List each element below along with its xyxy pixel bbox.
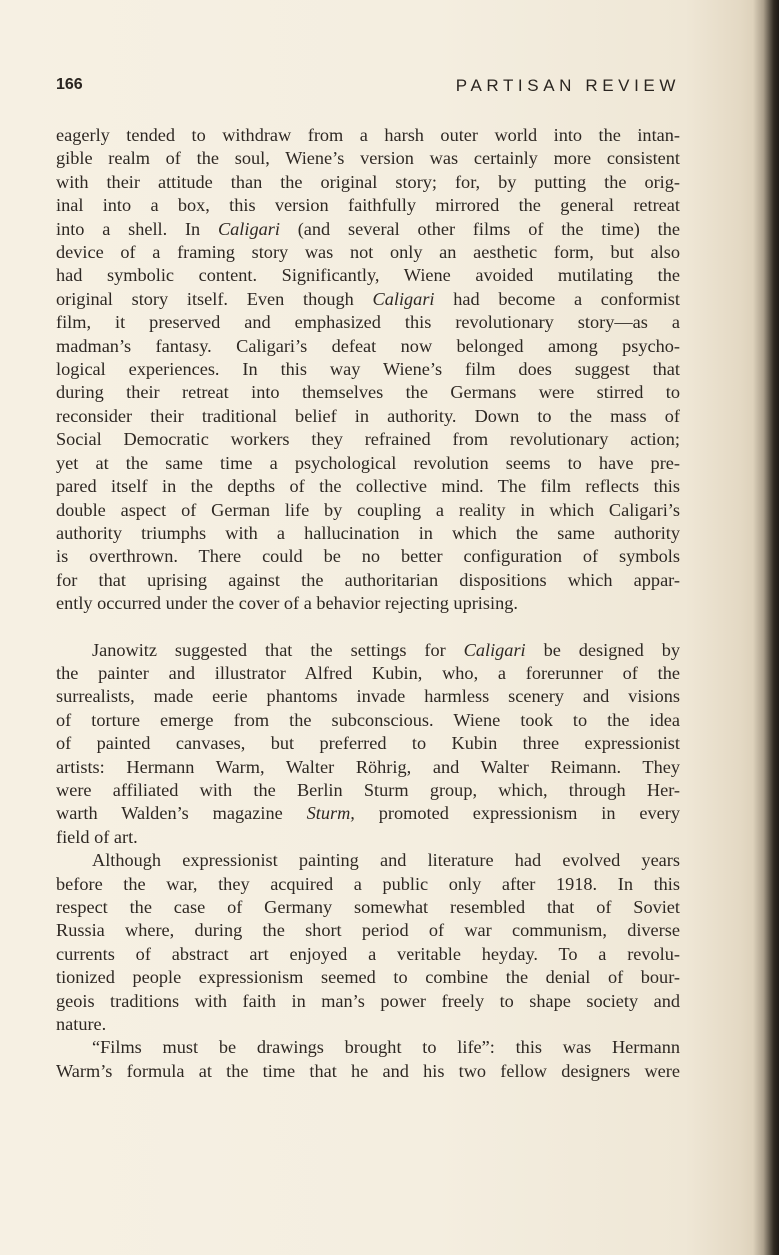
paragraph <box>56 849 680 1036</box>
text-line: ently occurred under the cover of a behavior rejecting uprising. <box>56 593 518 614</box>
text-line: before the war, they acquired a public only after 1918. In this <box>56 873 680 894</box>
text-line: double aspect of German life by coupling a reality in which Caligari’s <box>56 499 680 520</box>
page-number: 166 <box>56 76 83 93</box>
text-line: had symbolic content. Significantly, Wiene avoided mutilating the <box>56 265 680 286</box>
text-line: original story itself. Even though Caligari had become a conformist <box>56 288 680 309</box>
text-line: Russia where, during the short period of war communism, diverse <box>56 920 680 941</box>
text-line: were affiliated with the Berlin Sturm group, which, through Her- <box>56 779 680 800</box>
text-line: inal into a box, this version faithfully mirrored the general retreat <box>56 195 680 216</box>
text-line: into a shell. In Caligari (and several other films of the time) the <box>56 218 680 239</box>
text-line: is overthrown. There could be no better configuration of symbols <box>56 546 680 567</box>
text-line: logical experiences. In this way Wiene’s film does suggest that <box>56 359 680 380</box>
journal-title: PARTISAN REVIEW <box>455 76 680 95</box>
text-line: gible realm of the soul, Wiene’s version was certainly more consistent <box>56 148 680 169</box>
text-line: Although expressionist painting and literature had evolved years <box>92 850 680 871</box>
running-head <box>56 76 680 100</box>
text-line: the painter and illustrator Alfred Kubin, who, a forerunner of the <box>56 662 680 683</box>
text-line: artists: Hermann Warm, Walter Röhrig, and Walter Reimann. They <box>56 756 680 777</box>
text-line: of torture emerge from the subconscious. Wiene took to the idea <box>56 709 680 730</box>
text-line: of painted canvases, but preferred to Kubin three expressionist <box>56 733 680 754</box>
text-line: madman’s fantasy. Caligari’s defeat now belonged among psycho- <box>56 335 680 356</box>
text-line: reconsider their traditional belief in authority. Down to the mass of <box>56 405 680 426</box>
text-line: authority triumphs with a hallucination in which the same authority <box>56 522 680 543</box>
text-line: yet at the same time a psychological revolution seems to have pre- <box>56 452 680 473</box>
text-line: during their retreat into themselves the Germans were stirred to <box>56 382 680 403</box>
text-line: eagerly tended to withdraw from a harsh outer world into the intan- <box>56 125 680 145</box>
text-line: Warm’s formula at the time that he and his two fellow designers were <box>56 1060 680 1081</box>
text-line: field of art. <box>56 826 138 847</box>
text-line: with their attitude than the original story; for, by putting the orig- <box>56 171 680 192</box>
text-line: nature. <box>56 1014 107 1035</box>
text-line: surrealists, made eerie phantoms invade harmless scenery and visions <box>56 686 680 707</box>
paragraph <box>56 639 680 850</box>
text-line: film, it preserved and emphasized this revolutionary story—as a <box>56 312 680 333</box>
text-line: Janowitz suggested that the settings for Caligari be designed by <box>92 639 680 660</box>
text-line: currents of abstract art enjoyed a veritable heyday. To a revolu- <box>56 943 680 964</box>
text-line: pared itself in the depths of the collective mind. The film reflects this <box>56 476 680 497</box>
paragraph <box>56 124 680 616</box>
text-line: geois traditions with faith in man’s power freely to shape society and <box>56 990 680 1011</box>
text-line: for that uprising against the authoritarian dispositions which appar- <box>56 569 680 590</box>
text-line: respect the case of Germany somewhat resembled that of Soviet <box>56 897 680 917</box>
page-binding-edge <box>753 0 779 1255</box>
text-line: Social Democratic workers they refrained from revolutionary action; <box>56 429 680 450</box>
text-line: tionized people expressionism seemed to combine the denial of bour- <box>56 967 680 988</box>
text-line: device of a framing story was not only an aesthetic form, but also <box>56 242 680 263</box>
text-line: warth Walden’s magazine Sturm, promoted expressionism in every <box>56 803 680 824</box>
paragraph <box>56 1036 680 1083</box>
text-line: “Films must be drawings brought to life”: this was Hermann <box>92 1037 680 1058</box>
body-text <box>56 124 680 1083</box>
